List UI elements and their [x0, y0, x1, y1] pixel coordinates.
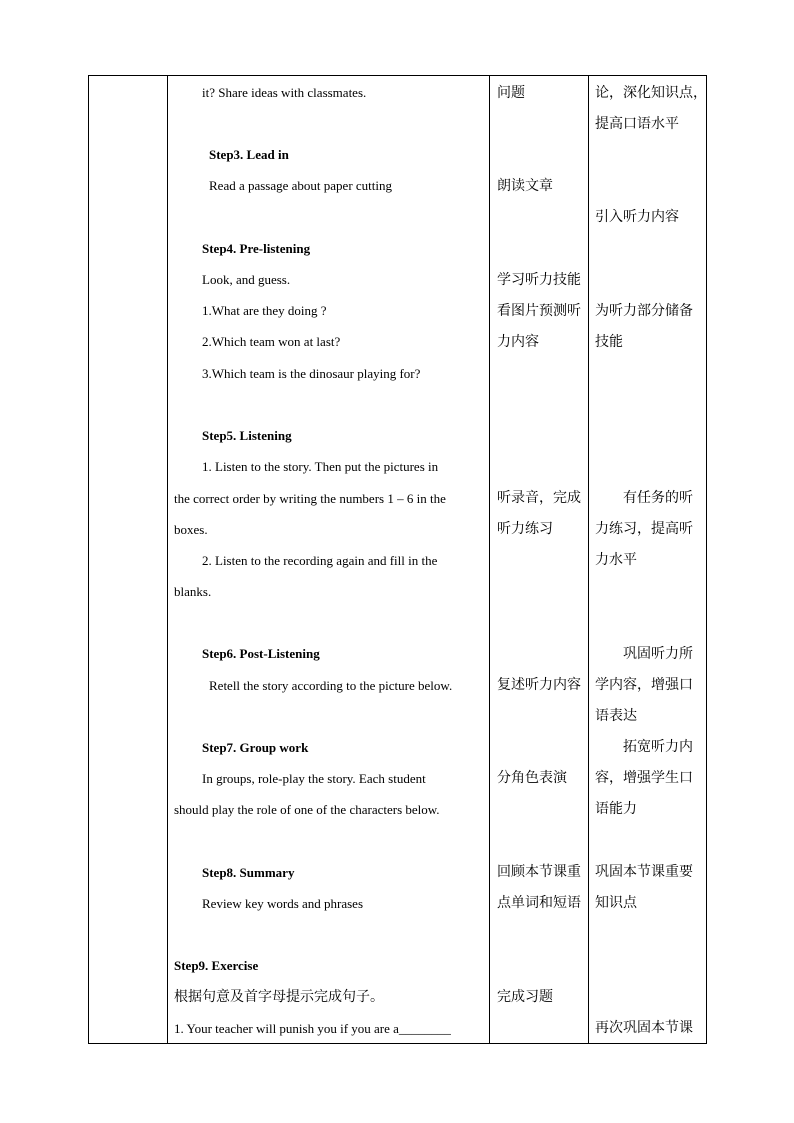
purpose-line: 为听力部分储备 [595, 303, 693, 319]
activity-line: 力内容 [497, 334, 539, 350]
purpose-column-cell [589, 76, 707, 1044]
step6-heading: Step6. Post-Listening [202, 646, 320, 661]
activity-line: 回顾本节课重 [497, 864, 581, 880]
step8-heading: Step8. Summary [202, 865, 295, 880]
activity-line: 分角色表演 [497, 770, 567, 786]
activity-column-cell [490, 76, 589, 1044]
content-line: 1. Listen to the story. Then put the pictures in [202, 459, 439, 474]
activity-line: 听力练习 [497, 521, 553, 537]
activity-line: 学习听力技能 [497, 272, 581, 288]
content-line: blanks. [174, 584, 212, 599]
content-line: Review key words and phrases [202, 896, 364, 911]
activity-line: 点单词和短语 [497, 895, 581, 911]
content-line: Read a passage about paper cutting [209, 178, 393, 193]
activity-line: 问题 [497, 85, 525, 101]
content-line: 2. Listen to the recording again and fill in the [202, 553, 438, 568]
purpose-line: 技能 [595, 334, 623, 350]
purpose-line: 知识点 [595, 895, 637, 911]
step7-heading: Step7. Group work [202, 740, 309, 755]
content-line: should play the role of one of the characters below. [174, 802, 440, 817]
purpose-line: 论，深化知识点， [595, 85, 707, 101]
activity-line: 朗读文章 [497, 178, 553, 194]
content-line: 1.What are they doing ? [202, 303, 327, 318]
content-line: it? Share ideas with classmates. [202, 85, 367, 100]
content-line: 1. Your teacher will punish you if you are a________ [174, 1021, 451, 1036]
procedure-column-cell [168, 76, 490, 1044]
activity-line: 看图片预测听 [497, 303, 581, 319]
content-line: Retell the story according to the picture below. [209, 678, 453, 693]
purpose-line: 语表达 [595, 708, 637, 724]
activity-line: 复述听力内容 [497, 677, 581, 693]
content-line: 3.Which team is the dinosaur playing for? [202, 366, 421, 381]
purpose-line: 巩固听力所 [623, 646, 693, 662]
activity-line: 听录音，完成 [497, 490, 581, 506]
purpose-line: 语能力 [595, 801, 637, 817]
purpose-line: 力练习，提高听 [595, 521, 693, 537]
purpose-line: 引入听力内容 [595, 209, 679, 225]
step3-heading: Step3. Lead in [209, 147, 289, 162]
purpose-line: 有任务的听 [623, 490, 693, 506]
purpose-line: 容，增强学生口 [595, 770, 693, 786]
purpose-line: 巩固本节课重要 [595, 864, 693, 880]
content-line: the correct order by writing the numbers 1 – 6 in the [174, 491, 446, 506]
purpose-line: 拓宽听力内 [623, 739, 693, 755]
purpose-line: 再次巩固本节课 [595, 1020, 693, 1036]
purpose-line: 学内容，增强口 [595, 677, 693, 693]
step4-heading: Step4. Pre-listening [202, 241, 311, 256]
content-line: Look, and guess. [202, 272, 291, 287]
lesson-plan-table [88, 75, 707, 1044]
content-line: 根据句意及首字母提示完成句子。 [174, 989, 384, 1005]
purpose-line: 提高口语水平 [595, 116, 679, 132]
content-line: boxes. [174, 522, 208, 537]
blank-column-cell [89, 76, 168, 1044]
purpose-line: 力水平 [595, 552, 637, 568]
content-line: 2.Which team won at last? [202, 334, 341, 349]
content-line: In groups, role-play the story. Each student [202, 771, 426, 786]
step5-heading: Step5. Listening [202, 428, 292, 443]
activity-line: 完成习题 [497, 989, 553, 1005]
step9-heading: Step9. Exercise [174, 958, 259, 973]
